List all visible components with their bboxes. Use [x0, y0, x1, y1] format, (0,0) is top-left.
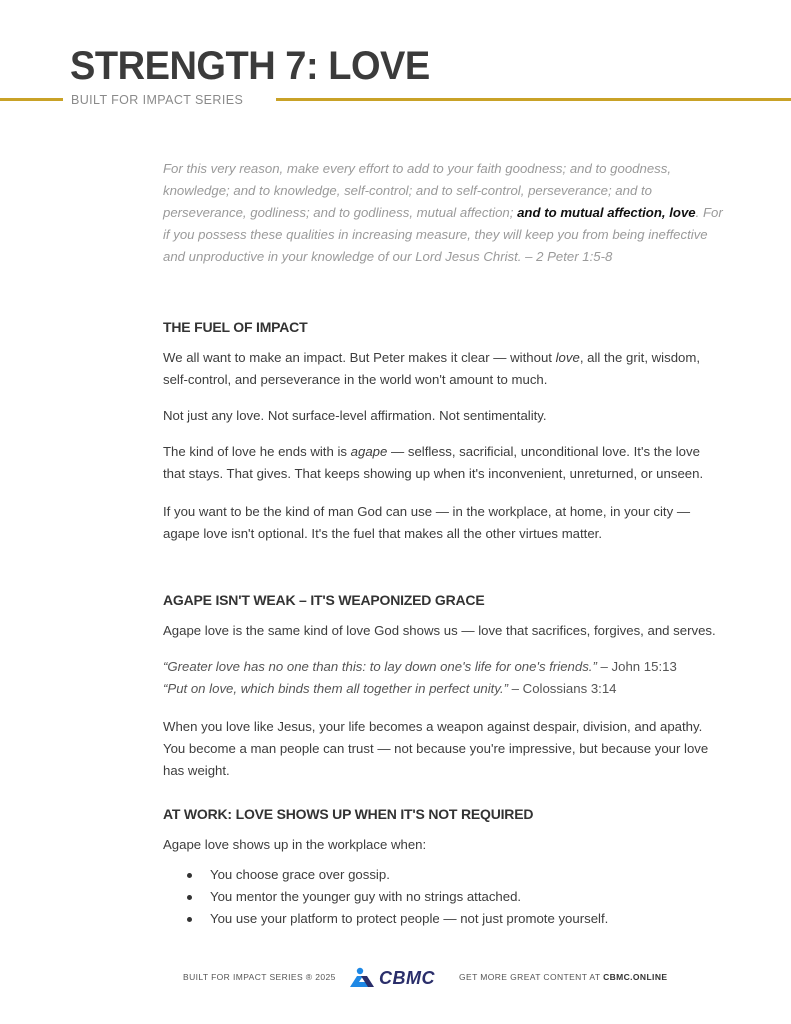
footer-cta	[459, 972, 667, 982]
verse-text: “Put on love, which binds them all together in perfect unity.”	[163, 681, 509, 696]
list-item	[163, 886, 723, 908]
header-rule-left	[0, 98, 63, 101]
scripture-quote	[163, 158, 723, 268]
list-item	[163, 864, 723, 886]
list-item-text: You mentor the younger guy with no strings attached.	[210, 889, 522, 904]
page-title: STRENGTH 7: LOVE	[70, 44, 430, 88]
bullet-icon	[187, 895, 192, 900]
list-item-text: You use your platform to protect people — not just promote yourself.	[210, 911, 609, 926]
verse-reference: – Colossians 3:14	[508, 681, 617, 696]
header-rule-right	[276, 98, 791, 101]
paragraph: Agape love shows up in the workplace when:	[163, 837, 427, 852]
page-footer	[0, 966, 791, 990]
quote-text-before: For this very reason, make every effort to add to your faith goodness; and to goodness, knowledge; and to knowledge, self-control; and to self-control, perseverance; and to perseverance, godliness; and to godliness, mutual affection;	[163, 161, 672, 220]
bullet-list	[163, 864, 723, 930]
paragraph-text: , all the grit, wisdom, self-control, and perseverance in the world won't amount to much.	[163, 350, 701, 387]
paragraph	[163, 441, 723, 485]
scripture-verse	[163, 656, 723, 678]
scripture-verse	[163, 678, 723, 700]
paragraph-emphasis: love	[555, 350, 580, 365]
series-subtitle: BUILT FOR IMPACT SERIES	[71, 93, 244, 107]
paragraph: Agape love is the same kind of love God shows us — love that sacrifices, forgives, and serves.	[163, 623, 716, 638]
section-heading-agape: AGAPE ISN'T WEAK – IT'S WEAPONIZED GRACE	[163, 592, 485, 608]
quote-emphasis: and to mutual affection, love	[517, 205, 696, 220]
quote-text-after: . For if you possess these qualities in increasing measure, they will keep you from being ineffective and unproductive in your knowledge of our Lord Jesus Christ. – 2 Peter 1:5-8	[163, 205, 723, 264]
list-item	[163, 908, 723, 930]
bullet-icon	[187, 873, 192, 878]
verse-text: “Greater love has no one than this: to lay down one's life for one's friends.”	[163, 659, 597, 674]
paragraph: When you love like Jesus, your life becomes a weapon against despair, division, and apathy. You become a man people can trust — not because you're impressive, but because your love has weight.	[163, 719, 709, 778]
section-heading-work: AT WORK: LOVE SHOWS UP WHEN IT'S NOT REQUIRED	[163, 806, 534, 822]
paragraph: If you want to be the kind of man God can use — in the workplace, at home, in your city — agape love isn't optional. It's the fuel that makes all the other virtues matter.	[163, 504, 691, 541]
bullet-icon	[187, 917, 192, 922]
paragraph-emphasis: agape	[350, 444, 388, 459]
list-item-text: You choose grace over gossip.	[210, 867, 390, 882]
paragraph-text: The kind of love he ends with is	[163, 444, 351, 459]
paragraph-text: — selfless, sacrificial, unconditional love. It's the love that stays. That gives. That keeps showing up when it's inconvenient, unreturned, or unseen.	[163, 444, 704, 481]
footer-website-link[interactable]: CBMC.ONLINE	[603, 972, 668, 982]
paragraph: Not just any love. Not surface-level affirmation. Not sentimentality.	[163, 408, 547, 423]
logo-wordmark: CBMC	[379, 968, 435, 988]
footer-series-label: BUILT FOR IMPACT SERIES ® 2025	[183, 972, 336, 982]
paragraph	[163, 347, 723, 391]
paragraph-text: We all want to make an impact. But Peter makes it clear — without	[163, 350, 556, 365]
footer-cta-text: GET MORE GREAT CONTENT AT	[459, 972, 604, 982]
verse-reference: – John 15:13	[596, 659, 677, 674]
cbmc-logo	[347, 966, 442, 990]
section-heading-fuel: THE FUEL OF IMPACT	[163, 319, 308, 335]
cbmc-logo-icon	[347, 966, 379, 990]
